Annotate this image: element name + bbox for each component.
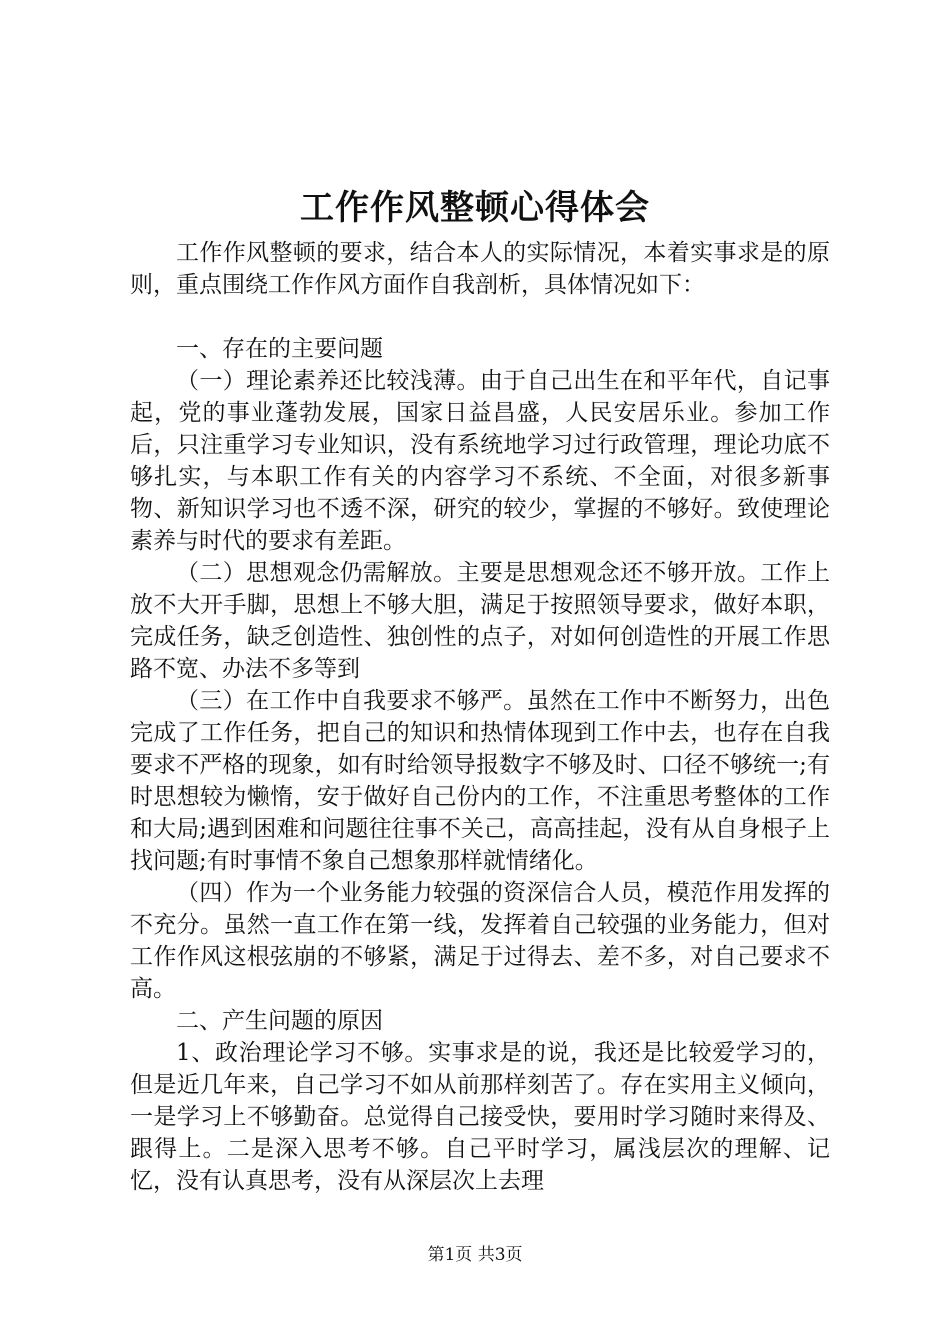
page-number-footer: 第1页 共3页 bbox=[427, 1245, 523, 1265]
section-heading-causes: 二、产生问题的原因 bbox=[176, 1008, 383, 1034]
paragraph-problem-2: （二）思想观念仍需解放。主要是思想观念还不够开放。工作上放不大开手脚，思想上不够大胆，满足于按照领导要求，做好本职，完成任务，缺乏创造性、独创性的点子，对如何创造性的开展工作思路不宽、办法不多等到 bbox=[130, 560, 830, 682]
paragraph-cause-1: 1、政治理论学习不够。实事求是的说，我还是比较爱学习的，但是近几年来，自己学习不如从前那样刻苦了。存在实用主义倾向，一是学习上不够勤奋。总觉得自己接受快，要用时学习随时来得及、跟得上。二是深入思考不够。自己平时学习，属浅层次的理解、记忆，没有认真思考，没有从深层次上去理 bbox=[130, 1040, 830, 1194]
paragraph-problem-3: （三）在工作中自我要求不够严。虽然在工作中不断努力，出色完成了工作任务，把自己的知识和热情体现到工作中去，也存在自我要求不严格的现象，如有时给领导报数字不够及时、口径不够统一;有时思想较为懒惰，安于做好自己份内的工作，不注重思考整体的工作和大局;遇到困难和问题往往事不关己，高高挂起，没有从自身根子上找问题;有时事情不象自己想象那样就情绪化。 bbox=[130, 688, 830, 874]
document-title: 工作作风整顿心得体会 bbox=[300, 188, 650, 228]
paragraph-problem-1: （一）理论素养还比较浅薄。由于自己出生在和平年代，自记事起，党的事业蓬勃发展，国家日益昌盛，人民安居乐业。参加工作后，只注重学习专业知识，没有系统地学习过行政管理，理论功底不够扎实，与本职工作有关的内容学习不系统、不全面，对很多新事物、新知识学习也不透不深，研究的较少，掌握的不够好。致使理论素养与时代的要求有差距。 bbox=[130, 368, 830, 554]
document-body bbox=[130, 237, 830, 1197]
intro-paragraph: 工作作风整顿的要求，结合本人的实际情况，本着实事求是的原则，重点围绕工作作风方面作自我剖析，具体情况如下： bbox=[130, 240, 830, 298]
section-heading-problems: 一、存在的主要问题 bbox=[176, 336, 383, 362]
paragraph-problem-4: （四）作为一个业务能力较强的资深信合人员，模范作用发挥的不充分。虽然一直工作在第一线，发挥着自己较强的业务能力，但对工作作风这根弦崩的不够紧，满足于过得去、差不多，对自己要求不高。 bbox=[130, 880, 830, 1002]
